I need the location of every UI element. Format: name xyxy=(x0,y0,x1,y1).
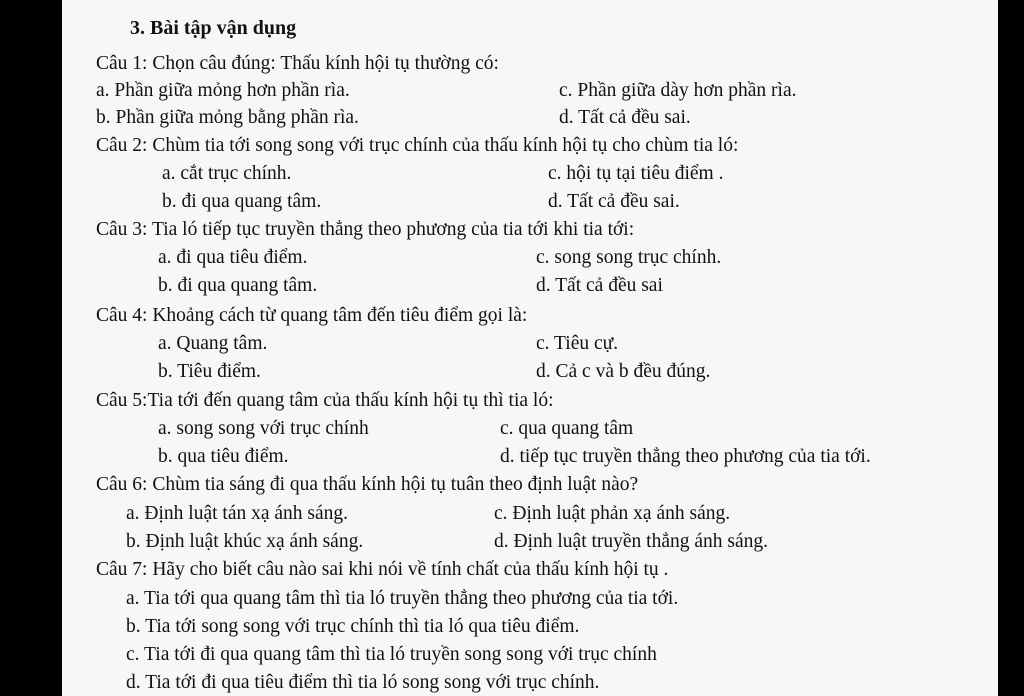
question-4-option-a: a. Quang tâm. xyxy=(158,333,268,354)
question-3-option-d: d. Tất cả đều sai xyxy=(536,275,663,296)
question-6-option-b: b. Định luật khúc xạ ánh sáng. xyxy=(126,531,364,552)
question-2-option-d: d. Tất cả đều sai. xyxy=(548,191,680,212)
question-5-prompt: Câu 5:Tia tới đến quang tâm của thấu kính hội tụ thì tia ló: xyxy=(96,390,554,411)
question-1-option-a: a. Phần giữa mỏng hơn phần rìa. xyxy=(96,80,350,101)
question-5-option-c: c. qua quang tâm xyxy=(500,418,634,439)
question-6-option-c: c. Định luật phản xạ ánh sáng. xyxy=(494,503,731,524)
question-7-option-b: b. Tia tới song song với trục chính thì tia ló qua tiêu điểm. xyxy=(126,616,580,637)
question-5-option-d: d. tiếp tục truyền thẳng theo phương của tia tới. xyxy=(500,446,871,467)
question-4-prompt: Câu 4: Khoảng cách từ quang tâm đến tiêu điểm gọi là: xyxy=(96,305,528,326)
question-1-option-d: d. Tất cả đều sai. xyxy=(559,107,691,128)
question-1-option-b: b. Phần giữa mỏng bằng phần rìa. xyxy=(96,107,359,128)
question-2-option-c: c. hội tụ tại tiêu điểm . xyxy=(548,163,724,184)
question-5-option-a: a. song song với trục chính xyxy=(158,418,369,439)
question-4-option-b: b. Tiêu điểm. xyxy=(158,361,261,382)
question-7-option-a: a. Tia tới qua quang tâm thì tia ló truyền thẳng theo phương của tia tới. xyxy=(126,588,679,609)
worksheet-page xyxy=(62,0,998,696)
question-6-option-a: a. Định luật tán xạ ánh sáng. xyxy=(126,503,349,524)
question-2-prompt: Câu 2: Chùm tia tới song song với trục chính của thấu kính hội tụ cho chùm tia ló: xyxy=(96,135,739,156)
question-6-option-d: d. Định luật truyền thẳng ánh sáng. xyxy=(494,531,769,552)
question-6-prompt: Câu 6: Chùm tia sáng đi qua thấu kính hội tụ tuân theo định luật nào? xyxy=(96,474,639,495)
question-4-option-c: c. Tiêu cự. xyxy=(536,333,619,354)
question-3-option-a: a. đi qua tiêu điểm. xyxy=(158,247,308,268)
question-3-option-c: c. song song trục chính. xyxy=(536,247,722,268)
question-3-prompt: Câu 3: Tia ló tiếp tục truyền thẳng theo phương của tia tới khi tia tới: xyxy=(96,219,635,240)
question-1-option-c: c. Phần giữa dày hơn phần rìa. xyxy=(559,80,797,101)
question-2-option-a: a. cắt trục chính. xyxy=(162,163,292,184)
question-5-option-b: b. qua tiêu điểm. xyxy=(158,446,289,467)
question-7-prompt: Câu 7: Hãy cho biết câu nào sai khi nói về tính chất của thấu kính hội tụ . xyxy=(96,559,669,580)
question-7-option-d: d. Tia tới đi qua tiêu điểm thì tia ló song song với trục chính. xyxy=(126,672,600,693)
question-7-option-c: c. Tia tới đi qua quang tâm thì tia ló truyền song song với trục chính xyxy=(126,644,657,665)
question-4-option-d: d. Cả c và b đều đúng. xyxy=(536,361,711,382)
question-3-option-b: b. đi qua quang tâm. xyxy=(158,275,318,296)
question-2-option-b: b. đi qua quang tâm. xyxy=(162,191,322,212)
question-1-prompt: Câu 1: Chọn câu đúng: Thấu kính hội tụ thường có: xyxy=(96,53,499,74)
section-heading: 3. Bài tập vận dụng xyxy=(130,17,297,39)
